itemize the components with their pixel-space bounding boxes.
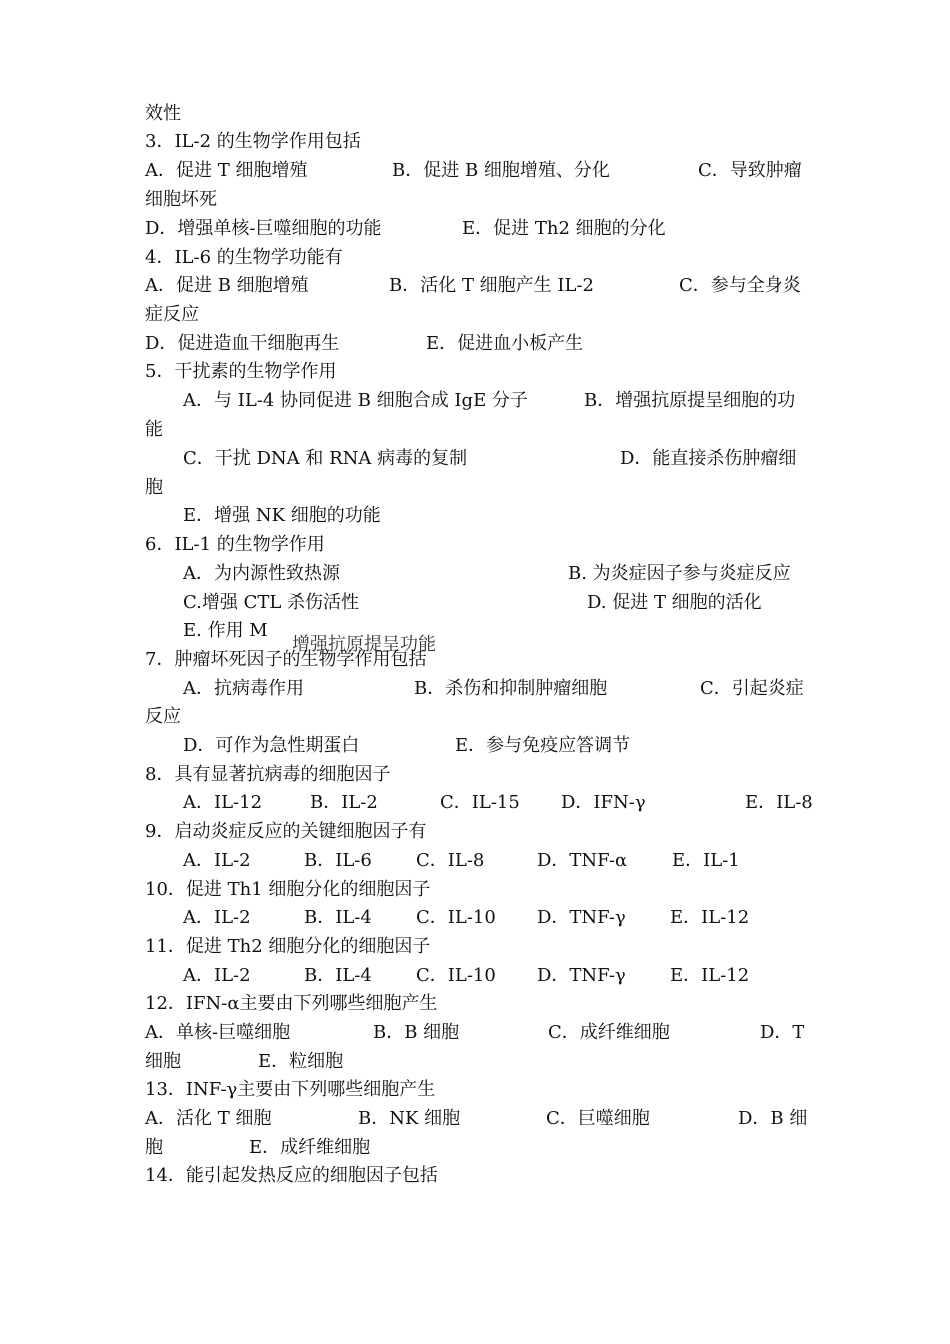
option-b: B．B 细胞	[373, 1022, 460, 1043]
option-b: B．增强抗原提呈细胞的功	[584, 390, 796, 411]
option-e: E．IL-12	[670, 965, 750, 986]
text-line: 症反应	[145, 304, 199, 325]
option-e: E．促进血小板产生	[426, 333, 584, 354]
option-d: D．增强单核-巨噬细胞的功能	[145, 218, 382, 239]
option-d: D．促进造血干细胞再生	[145, 333, 340, 354]
option-d: D．可作为急性期蛋白	[183, 735, 360, 756]
option-c: C．IL-10	[416, 907, 496, 928]
question-5: 5．干扰素的生物学作用	[145, 361, 337, 382]
option-b: B．NK 细胞	[358, 1108, 461, 1129]
option-c: C．参与全身炎	[679, 275, 801, 296]
question-3: 3．IL-2 的生物学作用包括	[145, 131, 361, 152]
option-a: A．单核-巨噬细胞	[145, 1022, 291, 1043]
option-a: A．IL-12	[183, 792, 263, 813]
option-e: E．参与免疫应答调节	[455, 735, 631, 756]
question-11: 11．促进 Th2 细胞分化的细胞因子	[145, 936, 431, 957]
option-d: D. 促进 T 细胞的活化	[587, 592, 762, 613]
option-a: A．促进 T 细胞增殖	[145, 160, 308, 181]
option-b: B．IL-4	[304, 907, 372, 928]
option-a: A．为内源性致热源	[183, 563, 340, 584]
option-c: C．引起炎症	[700, 678, 804, 699]
option-c: C．导致肿瘤	[698, 160, 802, 181]
question-4: 4．IL-6 的生物学功能有	[145, 247, 343, 268]
option-a: A．抗病毒作用	[183, 678, 304, 699]
question-14: 14．能引起发热反应的细胞因子包括	[145, 1165, 438, 1186]
option-a: A．IL-2	[183, 907, 251, 928]
option-a: A．与 IL-4 协同促进 B 细胞合成 IgE 分子	[183, 390, 528, 411]
option-b: B．IL-4	[304, 965, 372, 986]
option-b: B．IL-2	[310, 792, 378, 813]
option-e: E. 作用 M	[183, 620, 268, 641]
option-e: E．促进 Th2 细胞的分化	[462, 218, 666, 239]
text-line: 胞	[145, 477, 163, 498]
option-e: E．增强 NK 细胞的功能	[183, 505, 381, 526]
option-d: D．T	[760, 1022, 805, 1043]
option-a: A．IL-2	[183, 965, 251, 986]
option-e: E．IL-8	[745, 792, 813, 813]
text-line: 细胞坏死	[145, 189, 217, 210]
option-d: D．IFN-γ	[561, 792, 646, 813]
question-7: 7．肿瘤坏死因子的生物学作用包括	[145, 649, 427, 670]
option-c: C．巨噬细胞	[546, 1108, 650, 1129]
question-10: 10．促进 Th1 细胞分化的细胞因子	[145, 879, 431, 900]
text-line: 胞	[145, 1137, 163, 1158]
option-a: A．活化 T 细胞	[145, 1108, 272, 1129]
question-9: 9．启动炎症反应的关键细胞因子有	[145, 821, 427, 842]
option-e: E．成纤维细胞	[249, 1137, 371, 1158]
option-e: E．IL-1	[672, 850, 740, 871]
option-b: B．促进 B 细胞增殖、分化	[392, 160, 610, 181]
option-a: A．促进 B 细胞增殖	[145, 275, 309, 296]
option-d: D．B 细	[738, 1108, 808, 1129]
text-line: 反应	[145, 706, 181, 727]
text-line: 能	[145, 419, 163, 440]
option-b: B．杀伤和抑制肿瘤细胞	[414, 678, 608, 699]
option-b: B．IL-6	[304, 850, 372, 871]
option-c: C．IL-15	[440, 792, 520, 813]
option-d: D．能直接杀伤肿瘤细	[620, 448, 797, 469]
option-d: D．TNF-γ	[537, 907, 626, 928]
option-c: C.增强 CTL 杀伤活性	[183, 592, 360, 613]
handwritten-annotation: 增强抗原提呈功能	[292, 634, 436, 655]
question-12: 12．IFN-α主要由下列哪些细胞产生	[145, 993, 438, 1014]
option-c: C．IL-10	[416, 965, 496, 986]
option-a: A．IL-2	[183, 850, 251, 871]
text-line: 效性	[145, 103, 181, 124]
question-13: 13．INF-γ主要由下列哪些细胞产生	[145, 1079, 436, 1100]
option-b: B．活化 T 细胞产生 IL-2	[389, 275, 594, 296]
text-line: 细胞	[145, 1051, 181, 1072]
option-d: D．TNF-α	[537, 850, 628, 871]
option-e: E．粒细胞	[258, 1051, 344, 1072]
question-8: 8．具有显著抗病毒的细胞因子	[145, 764, 391, 785]
option-b: B. 为炎症因子参与炎症反应	[568, 563, 791, 584]
option-c: C．IL-8	[416, 850, 485, 871]
option-e: E．IL-12	[670, 907, 750, 928]
option-c: C．干扰 DNA 和 RNA 病毒的复制	[183, 448, 468, 469]
question-6: 6．IL-1 的生物学作用	[145, 534, 325, 555]
option-d: D．TNF-γ	[537, 965, 626, 986]
option-c: C．成纤维细胞	[548, 1022, 670, 1043]
